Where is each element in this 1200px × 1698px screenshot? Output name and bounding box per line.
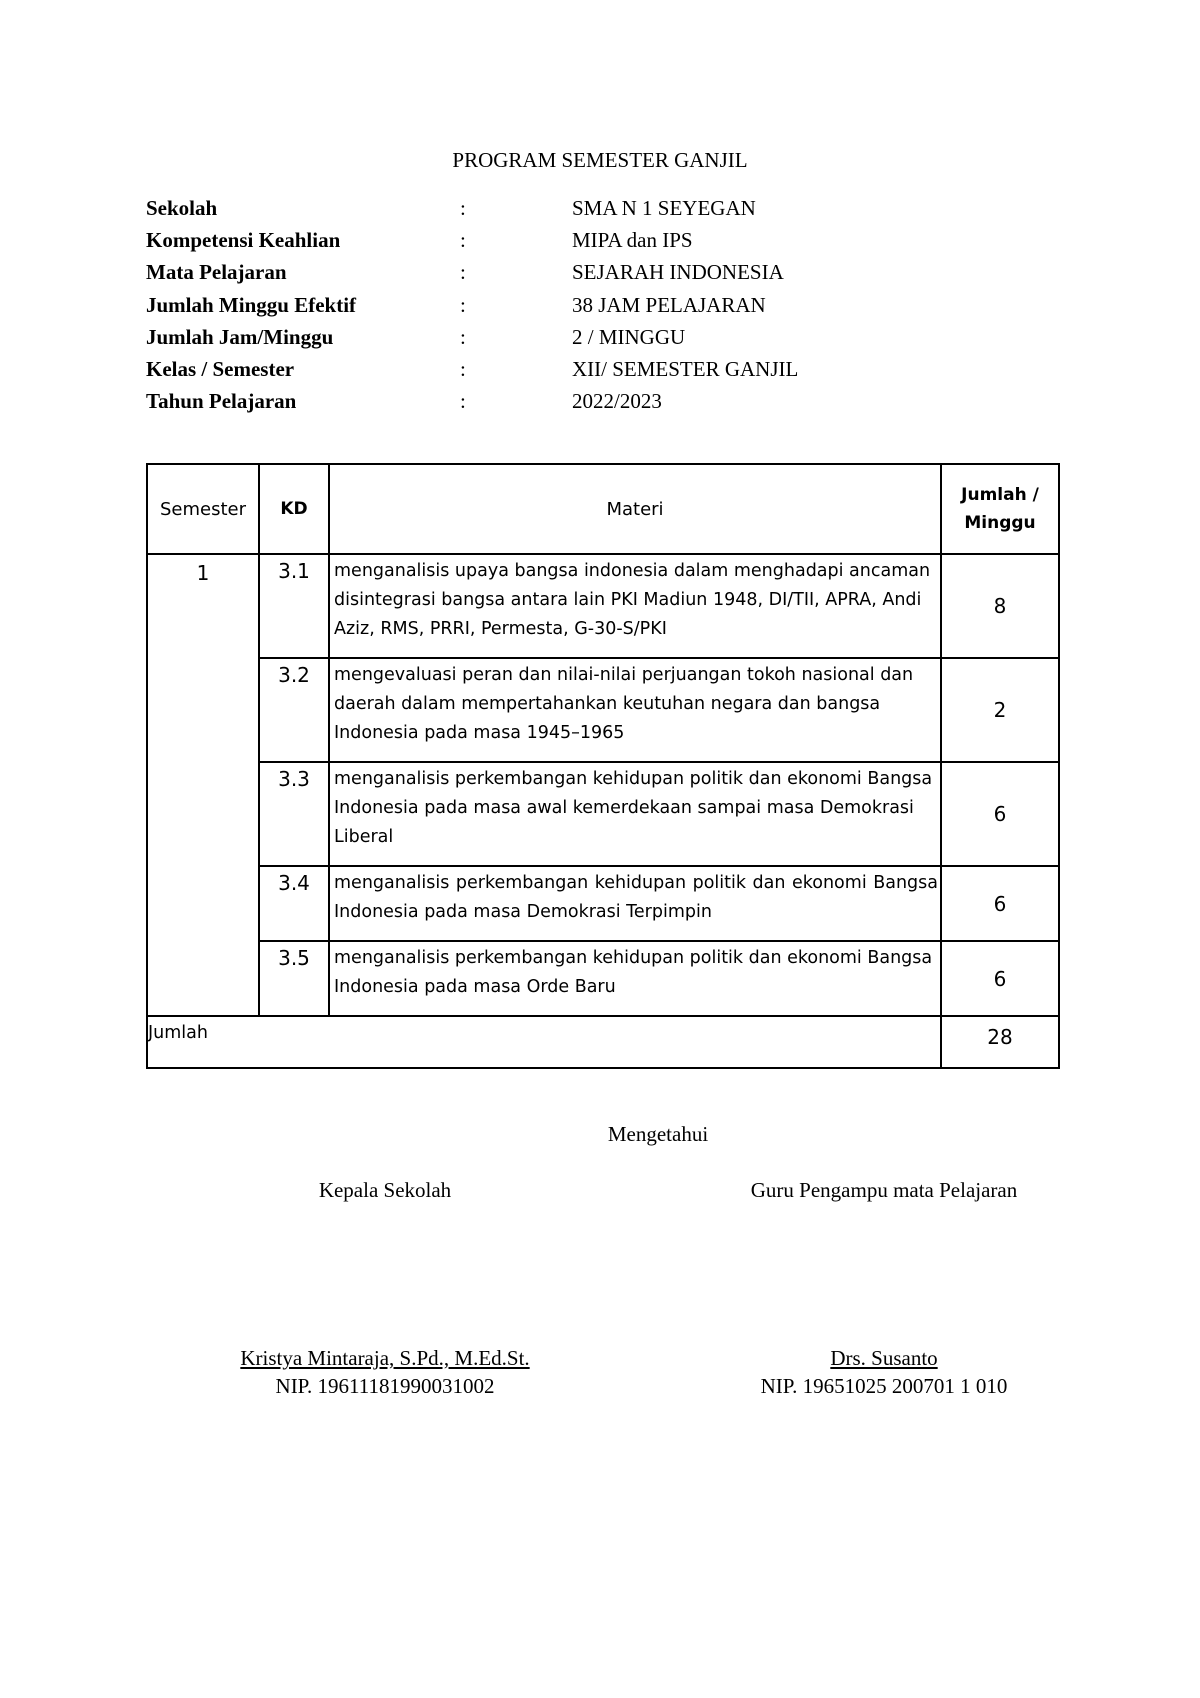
semester-plan-table — [146, 463, 1060, 1069]
info-label: Tahun Pelajaran — [146, 389, 297, 414]
kd-cell: 3.4 — [259, 866, 329, 941]
materi-cell: mengevaluasi peran dan nilai-nilai perjuangan tokoh nasional dan daerah dalam mempertahankan keutuhan negara dan bangsa Indonesia pada masa 1945–1965 — [329, 658, 941, 762]
jumlah-cell: 6 — [941, 866, 1059, 941]
info-label: Jumlah Minggu Efektif — [146, 292, 357, 317]
table-row — [147, 762, 1059, 866]
right-signer-name: Drs. Susanto — [830, 1346, 938, 1370]
info-colon: : — [460, 260, 466, 285]
table-row — [147, 866, 1059, 941]
info-value: 38 JAM PELAJARAN — [572, 292, 766, 317]
document-title: PROGRAM SEMESTER GANJIL — [452, 148, 748, 172]
acknowledged-label: Mengetahui — [607, 1122, 709, 1146]
materi-cell: menganalisis perkembangan kehidupan politik dan ekonomi Bangsa Indonesia pada masa awal kemerdekaan sampai masa Demokrasi Liberal — [329, 762, 941, 866]
total-value: 28 — [941, 1016, 1059, 1068]
table-row — [147, 658, 1059, 762]
info-colon: : — [460, 389, 466, 414]
materi-cell: menganalisis perkembangan kehidupan politik dan ekonomi Bangsa Indonesia pada masa Orde Baru — [329, 941, 941, 1016]
table-total-row — [147, 1016, 1059, 1068]
kd-cell: 3.1 — [259, 554, 329, 658]
kd-cell: 3.3 — [259, 762, 329, 866]
info-value: 2 / MINGGU — [572, 324, 686, 349]
jumlah-cell: 2 — [941, 658, 1059, 762]
left-signer-name: Kristya Mintaraja, S.Pd., M.Ed.St. — [240, 1346, 530, 1370]
info-label: Mata Pelajaran — [146, 260, 287, 285]
info-colon: : — [460, 324, 466, 349]
info-colon: : — [460, 356, 466, 381]
info-colon: : — [460, 292, 466, 317]
jumlah-cell: 6 — [941, 762, 1059, 866]
materi-cell: menganalisis perkembangan kehidupan politik dan ekonomi Bangsa Indonesia pada masa Demokrasi Terpimpin — [329, 866, 941, 941]
table-row — [147, 941, 1059, 1016]
info-colon: : — [460, 228, 466, 253]
table-row — [147, 554, 1059, 658]
right-signer-role: Guru Pengampu mata Pelajaran — [750, 1178, 1018, 1202]
info-value: SEJARAH INDONESIA — [572, 260, 784, 285]
total-label: Jumlah — [147, 1016, 941, 1068]
jumlah-cell: 6 — [941, 941, 1059, 1016]
jumlah-cell: 8 — [941, 554, 1059, 658]
info-label: Jumlah Jam/Minggu — [146, 324, 334, 349]
header-semester: Semester — [147, 464, 259, 554]
info-colon: : — [460, 196, 466, 220]
kd-cell: 3.5 — [259, 941, 329, 1016]
table-header-row — [147, 464, 1059, 554]
header-kd: KD — [259, 464, 329, 554]
left-signer-role: Kepala Sekolah — [318, 1178, 452, 1202]
info-value: 2022/2023 — [572, 389, 662, 414]
info-label: Kompetensi Keahlian — [146, 228, 341, 253]
left-signer-nip: NIP. 19611181990031002 — [275, 1374, 495, 1398]
materi-cell: menganalisis upaya bangsa indonesia dalam menghadapi ancaman disintegrasi bangsa antara lain PKI Madiun 1948, DI/TII, APRA, Andi Aziz, RMS, PRRI, Permesta, G-30-S/PKI — [329, 554, 941, 658]
kd-cell: 3.2 — [259, 658, 329, 762]
semester-cell: 1 — [147, 554, 259, 1016]
info-value: MIPA dan IPS — [572, 228, 693, 253]
info-value: XII/ SEMESTER GANJIL — [572, 356, 799, 381]
header-jumlah: Jumlah / Minggu — [941, 464, 1059, 554]
info-label: Sekolah — [146, 196, 218, 220]
info-value: SMA N 1 SEYEGAN — [572, 196, 756, 220]
right-signer-nip: NIP. 19651025 200701 1 010 — [760, 1374, 1008, 1398]
info-label: Kelas / Semester — [146, 356, 295, 381]
header-materi: Materi — [329, 464, 941, 554]
